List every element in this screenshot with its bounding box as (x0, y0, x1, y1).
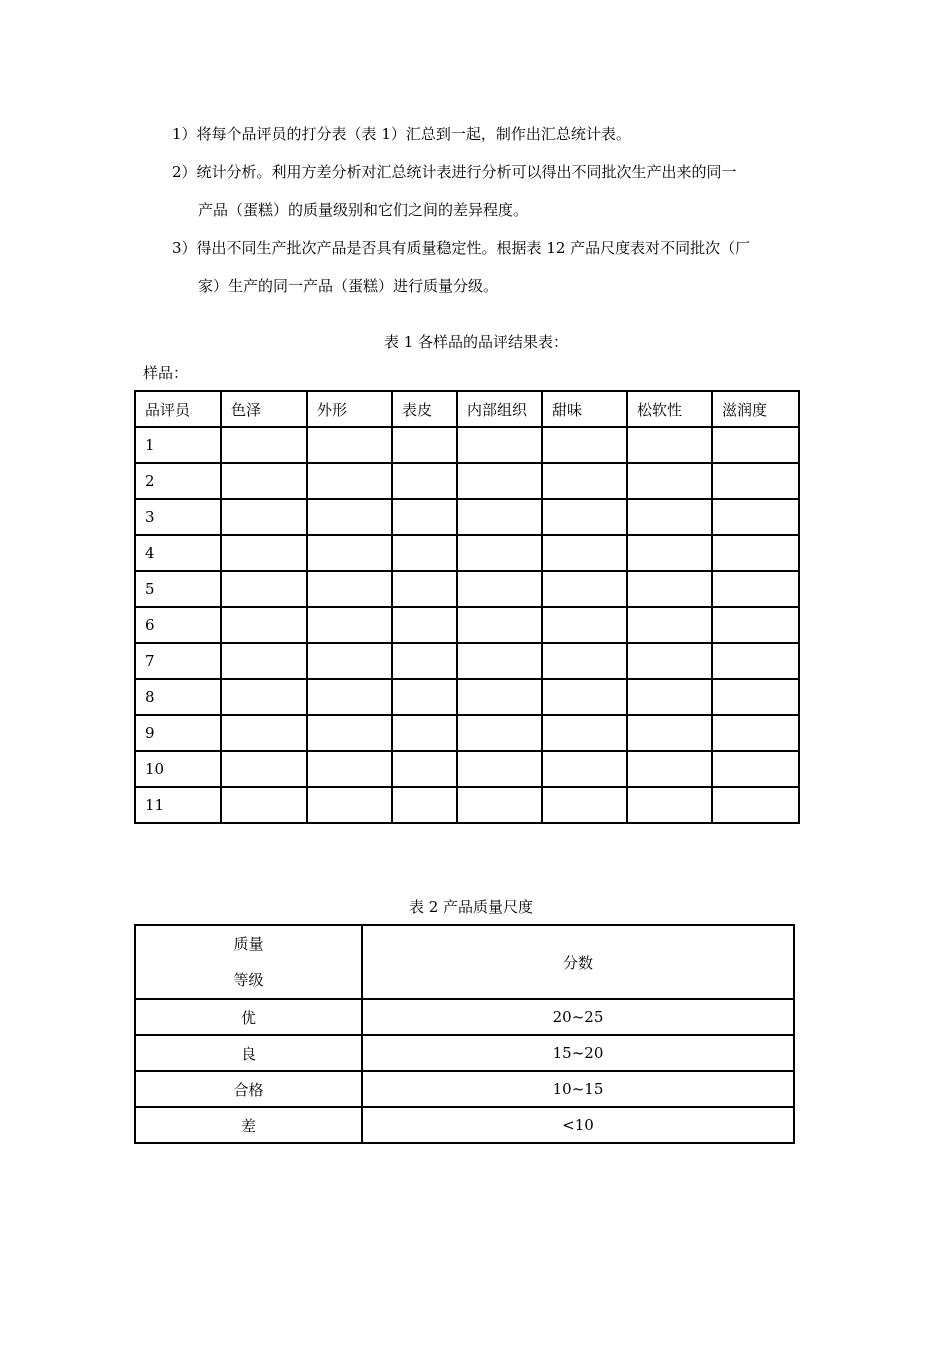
score-cell[interactable] (457, 427, 542, 463)
score-cell[interactable] (542, 751, 627, 787)
score-cell[interactable] (307, 643, 392, 679)
table-row (135, 1107, 794, 1143)
row-number: 2 (135, 463, 221, 499)
header-quality-grade-line1: 质量 (233, 935, 264, 953)
score-cell[interactable] (307, 535, 392, 571)
score-cell[interactable] (712, 571, 799, 607)
row-number: 10 (135, 751, 221, 787)
score-cell[interactable] (307, 427, 392, 463)
table1-header-row (135, 391, 799, 427)
grade-cell: 合格 (135, 1071, 362, 1107)
score-cell[interactable] (627, 715, 712, 751)
score-cell[interactable] (307, 463, 392, 499)
score-cell[interactable] (307, 715, 392, 751)
row-number: 1 (135, 427, 221, 463)
row-number: 4 (135, 535, 221, 571)
score-cell[interactable] (392, 427, 457, 463)
row-number: 3 (135, 499, 221, 535)
score-cell[interactable] (392, 715, 457, 751)
grade-cell: 良 (135, 1035, 362, 1071)
score-cell[interactable] (627, 499, 712, 535)
sample-label: 样品： (143, 364, 189, 382)
score-cell[interactable] (542, 679, 627, 715)
score-cell[interactable] (307, 499, 392, 535)
table-row (135, 607, 799, 643)
score-cell[interactable] (457, 715, 542, 751)
score-cell[interactable] (542, 427, 627, 463)
score-cell[interactable] (712, 751, 799, 787)
score-cell[interactable] (392, 571, 457, 607)
row-number: 9 (135, 715, 221, 751)
table-row (135, 427, 799, 463)
score-cell[interactable] (542, 607, 627, 643)
header-moistness: 滋润度 (712, 391, 799, 427)
header-texture: 内部组织 (457, 391, 542, 427)
score-cell[interactable] (542, 643, 627, 679)
paragraph-3-line-1: 3）得出不同生产批次产品是否具有质量稳定性。根据表 12 产品尺度表对不同批次（厂 (172, 239, 751, 257)
score-cell[interactable] (392, 463, 457, 499)
score-cell[interactable] (457, 643, 542, 679)
table1-caption: 表 1 各样品的品评结果表： (383, 333, 569, 351)
score-range-cell: <10 (362, 1107, 794, 1143)
table-row (135, 535, 799, 571)
header-quality-grade-line2: 等级 (233, 971, 264, 989)
score-cell[interactable] (307, 607, 392, 643)
score-cell[interactable] (392, 787, 457, 823)
score-cell[interactable] (712, 607, 799, 643)
score-cell[interactable] (221, 535, 307, 571)
score-cell[interactable] (712, 499, 799, 535)
score-cell[interactable] (712, 643, 799, 679)
grade-cell: 差 (135, 1107, 362, 1143)
score-cell[interactable] (627, 607, 712, 643)
table-row (135, 751, 799, 787)
score-cell[interactable] (712, 787, 799, 823)
header-color: 色泽 (221, 391, 307, 427)
score-cell[interactable] (221, 643, 307, 679)
score-range-cell: 10~15 (362, 1071, 794, 1107)
row-number: 11 (135, 787, 221, 823)
score-cell[interactable] (307, 679, 392, 715)
table-row (135, 999, 794, 1035)
score-cell[interactable] (221, 679, 307, 715)
score-cell[interactable] (627, 787, 712, 823)
score-range-cell: 15~20 (362, 1035, 794, 1071)
score-cell[interactable] (457, 463, 542, 499)
score-cell[interactable] (457, 679, 542, 715)
table-row (135, 787, 799, 823)
score-cell[interactable] (392, 607, 457, 643)
paragraph-2-line-2: 产品（蛋糕）的质量级别和它们之间的差异程度。 (198, 201, 529, 219)
score-cell[interactable] (712, 679, 799, 715)
header-score: 分数 (362, 925, 794, 999)
score-cell[interactable] (712, 535, 799, 571)
score-cell[interactable] (392, 643, 457, 679)
score-cell[interactable] (627, 427, 712, 463)
score-cell[interactable] (221, 787, 307, 823)
score-cell[interactable] (542, 787, 627, 823)
score-cell[interactable] (307, 787, 392, 823)
score-cell[interactable] (712, 463, 799, 499)
score-cell[interactable] (542, 463, 627, 499)
paragraph-1: 1）将每个品评员的打分表（表 1）汇总到一起，制作出汇总统计表。 (172, 125, 631, 143)
table-row (135, 463, 799, 499)
table2-caption: 表 2 产品质量尺度 (408, 898, 534, 916)
header-crust: 表皮 (392, 391, 457, 427)
score-cell[interactable] (542, 715, 627, 751)
score-cell[interactable] (221, 607, 307, 643)
score-cell[interactable] (542, 535, 627, 571)
score-cell[interactable] (457, 607, 542, 643)
score-cell[interactable] (457, 787, 542, 823)
score-cell[interactable] (542, 571, 627, 607)
score-cell[interactable] (221, 571, 307, 607)
score-cell[interactable] (221, 499, 307, 535)
score-cell[interactable] (627, 751, 712, 787)
score-cell[interactable] (457, 499, 542, 535)
row-number: 5 (135, 571, 221, 607)
row-number: 7 (135, 643, 221, 679)
row-number: 8 (135, 679, 221, 715)
evaluation-table (134, 390, 800, 824)
score-cell[interactable] (392, 499, 457, 535)
score-range-cell: 20~25 (362, 999, 794, 1035)
table2-header-row (135, 925, 794, 999)
score-cell[interactable] (712, 715, 799, 751)
score-cell[interactable] (221, 463, 307, 499)
score-cell[interactable] (627, 535, 712, 571)
score-cell[interactable] (627, 679, 712, 715)
paragraph-2-line-1: 2）统计分析。利用方差分析对汇总统计表进行分析可以得出不同批次生产出来的同一 (172, 163, 737, 181)
grade-cell: 优 (135, 999, 362, 1035)
table-row (135, 1071, 794, 1107)
table-row (135, 715, 799, 751)
header-softness: 松软性 (627, 391, 712, 427)
score-cell[interactable] (627, 463, 712, 499)
score-cell[interactable] (221, 715, 307, 751)
score-cell[interactable] (457, 751, 542, 787)
score-cell[interactable] (627, 571, 712, 607)
table-row (135, 571, 799, 607)
score-cell[interactable] (712, 427, 799, 463)
score-cell[interactable] (542, 499, 627, 535)
header-quality-grade (135, 925, 362, 999)
score-cell[interactable] (457, 535, 542, 571)
paragraph-3-line-2: 家）生产的同一产品（蛋糕）进行质量分级。 (198, 277, 499, 295)
header-shape: 外形 (307, 391, 392, 427)
score-cell[interactable] (221, 751, 307, 787)
quality-scale-table (134, 924, 795, 1144)
score-cell[interactable] (307, 571, 392, 607)
header-sweetness: 甜味 (542, 391, 627, 427)
table-row (135, 1035, 794, 1071)
table-row (135, 679, 799, 715)
score-cell[interactable] (392, 751, 457, 787)
score-cell[interactable] (307, 751, 392, 787)
table-row (135, 499, 799, 535)
header-evaluator: 品评员 (135, 391, 221, 427)
score-cell[interactable] (392, 679, 457, 715)
table-row (135, 643, 799, 679)
row-number: 6 (135, 607, 221, 643)
score-cell[interactable] (221, 427, 307, 463)
score-cell[interactable] (627, 643, 712, 679)
score-cell[interactable] (457, 571, 542, 607)
score-cell[interactable] (392, 535, 457, 571)
